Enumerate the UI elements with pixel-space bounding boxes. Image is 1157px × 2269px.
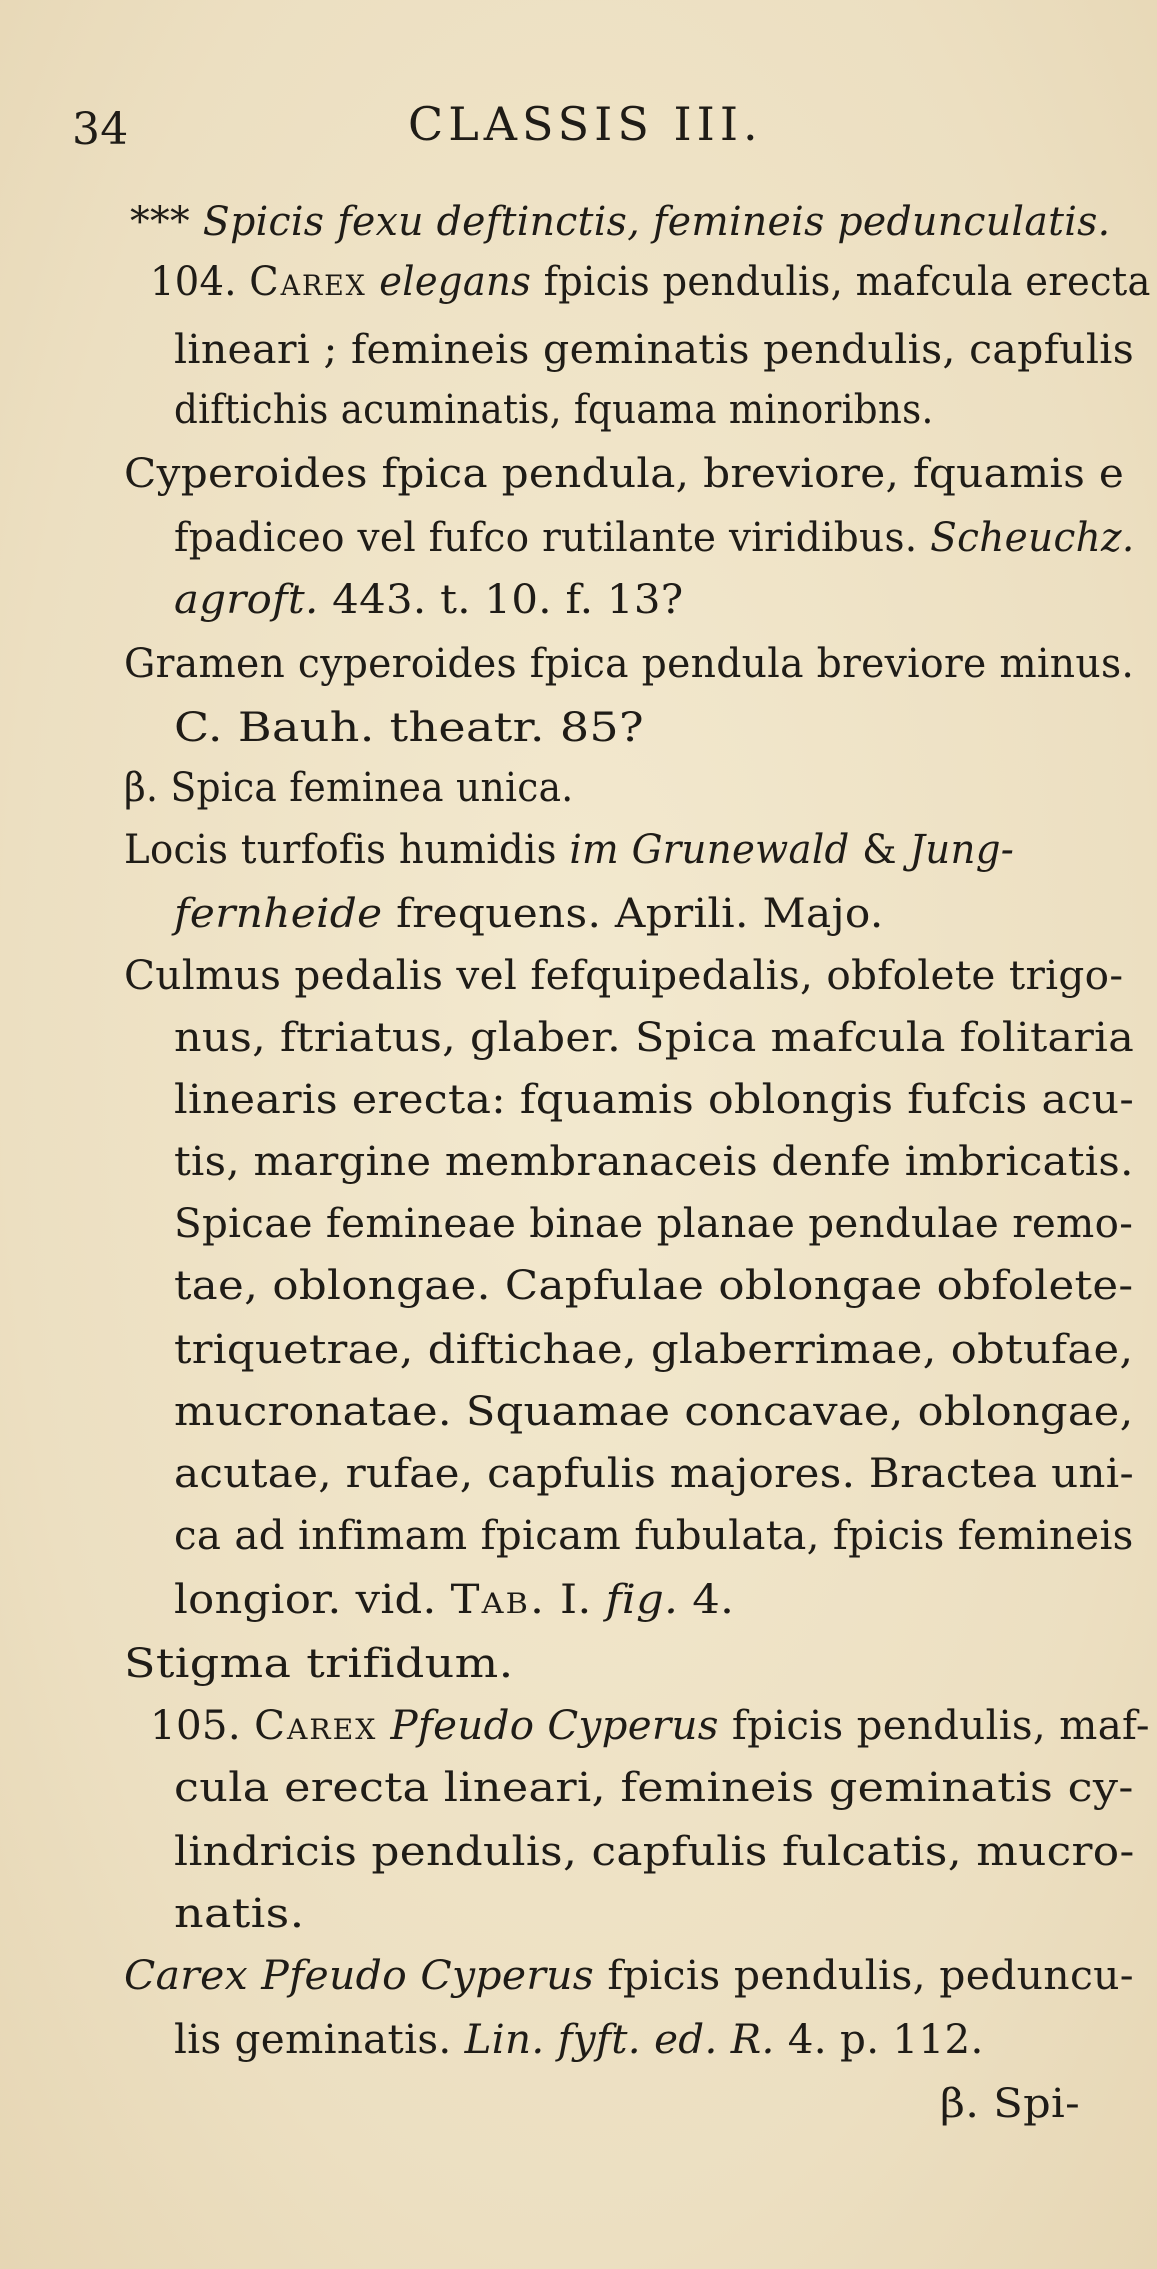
text-line [174,514,1135,562]
text-run: fernheide [174,891,383,937]
text-run: C. Bauh. theatr. 85? [174,705,645,751]
text-line [174,890,884,938]
text-line [174,1828,1135,1876]
text-line [150,258,1151,306]
text-run: diftichis acuminatis, fquama minoribns. [174,387,934,433]
text-run: 4. [678,1577,735,1623]
text-run [367,259,380,305]
text-run: im Grunewald [569,827,850,873]
text-line [124,764,574,812]
text-run: acutae, rufae, capfulis majores. Bractea uni- [174,1451,1135,1497]
text-line [124,826,1014,874]
text-run: Culmus pedalis vel fefquipedalis, obfolete trigo- [124,953,1124,999]
text-run: Carex [249,259,367,305]
text-run: Gramen cyperoides fpica pendula breviore minus. [124,641,1135,687]
text-run: agroft. [174,577,319,623]
text-line [174,1388,1134,1436]
text-line [174,1450,1134,1498]
text-line [174,1326,1133,1374]
text-line [174,1138,1134,1186]
text-line [174,1512,1134,1560]
text-line [174,386,934,434]
text-run: frequens. Aprili. Majo. [382,891,884,937]
text-run: fpadiceo vel fufco rutilante viridibus. [174,515,931,561]
text-line [940,2080,1080,2128]
text-run: Tab. [450,1577,546,1623]
text-line [174,576,683,624]
text-line [174,1576,734,1624]
text-line [124,952,1123,1000]
text-run: tis, margine membranaceis denfe imbricatis. [174,1139,1134,1185]
text-run: & [849,827,910,873]
text-run: Jung- [909,827,1015,873]
text-line [174,326,1134,374]
text-line [124,1640,514,1688]
text-line [174,1200,1133,1248]
text-line [124,1952,1134,2000]
text-run: Scheuchz. [930,515,1135,561]
text-line [174,1262,1133,1310]
page-number: 34 [72,104,129,155]
text-run: Cyperoides fpica pendula, breviore, fquamis e [124,451,1125,497]
text-run: nus, ftriatus, glaber. Spica mafcula folitaria [174,1015,1135,1061]
text-run: fpicis pendulis, mafcula erecta [531,259,1151,305]
running-title: CLASSIS III. [408,97,763,151]
text-line [124,450,1124,498]
text-run: 443. t. 10. f. 13? [318,577,684,623]
text-run: Pfeudo Cyperus [390,1703,719,1749]
text-run: 105. [150,1703,255,1749]
text-run: Stigma trifidum. [124,1641,514,1687]
text-run: β. Spi- [940,2081,1080,2127]
text-line [174,1014,1134,1062]
text-run: *** Spicis fexu deftinctis, femineis pedunculatis. [130,199,1111,245]
text-run: fig. [605,1577,679,1623]
text-run: lineari ; femineis geminatis pendulis, capfulis [174,327,1135,373]
text-run: 104. [150,259,250,305]
text-run: ca ad infimam fpicam fubulata, fpicis femineis [174,1513,1134,1559]
text-run: tae, oblongae. Capfulae oblongae obfolete- [174,1263,1134,1309]
text-run: elegans [379,259,532,305]
text-line [130,198,1110,246]
text-run: Spicae femineae binae planae pendulae remo- [174,1201,1134,1247]
text-run: Carex [254,1703,378,1749]
text-line [174,1890,305,1938]
text-run [377,1703,390,1749]
text-run: longior. vid. [174,1577,451,1623]
text-run: fpicis pendulis, maf- [718,1703,1150,1749]
text-run: linearis erecta: fquamis oblongis fufcis acu- [174,1077,1135,1123]
text-run: lis geminatis. [174,2017,465,2063]
text-run: natis. [174,1891,305,1937]
text-line [174,1076,1134,1124]
text-line [150,1702,1150,1750]
text-run: Lin. fyft. ed. R. [464,2017,775,2063]
text-line [124,640,1134,688]
text-run: fpicis pendulis, peduncu- [594,1953,1134,1999]
text-run: Carex Pfeudo Cyperus [124,1953,595,1999]
text-run: lindricis pendulis, capfulis fulcatis, mucro- [174,1829,1135,1875]
text-run: triquetrae, diftichae, glaberrimae, obtufae, [174,1327,1134,1373]
text-run: β. Spica feminea unica. [124,765,574,811]
text-line [174,704,644,752]
text-run: cula erecta lineari, femineis geminatis cy- [174,1765,1134,1811]
text-run: I. [545,1577,606,1623]
text-line [174,1764,1134,1812]
text-run: Locis turfofis humidis [124,827,570,873]
text-run: 4. p. 112. [774,2017,984,2063]
text-line [174,2016,984,2064]
text-run: mucronatae. Squamae concavae, oblongae, [174,1389,1134,1435]
